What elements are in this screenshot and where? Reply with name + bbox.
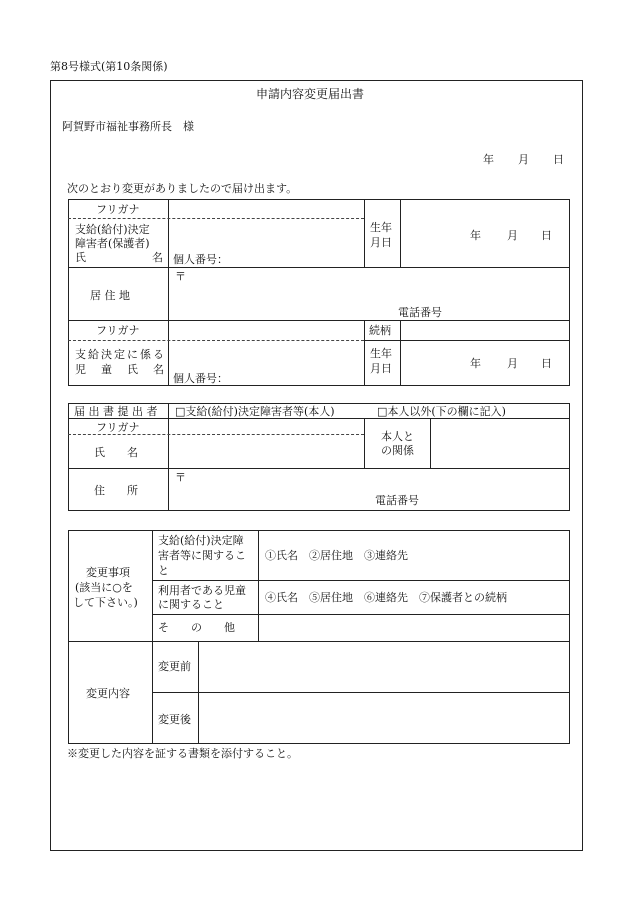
page-title: 申請内容変更届出書: [256, 87, 365, 101]
child-birth-month: 月: [507, 357, 518, 370]
child-birth-label-2: 月日: [370, 362, 392, 375]
child-furigana-label: フリガナ: [96, 324, 140, 337]
child-birth-year: 年: [470, 357, 481, 370]
before-label: 変更前: [158, 660, 191, 673]
name-label-shi: 氏: [75, 251, 86, 264]
change-content-label: 変更内容: [86, 687, 130, 700]
birth-month: 月: [507, 229, 518, 242]
submitter-name-label: 氏 名: [94, 446, 138, 459]
birth-year: 年: [470, 229, 481, 242]
individual-number-label: 個人番号：: [173, 253, 228, 266]
row3-label: そ の 他: [158, 621, 235, 634]
submitter-furigana: フリガナ: [96, 421, 140, 434]
row1-label-2: 害者等に関するこ: [158, 549, 246, 562]
name-label-line2: 障害者(保護者): [75, 237, 150, 250]
relation-label: 続柄: [369, 324, 391, 337]
phone-label: 電話番号: [398, 306, 442, 319]
furigana-label: フリガナ: [96, 203, 140, 216]
date-month: 月: [518, 153, 529, 166]
submitter-address-label: 住 所: [94, 484, 138, 497]
change-items-label-3: して下さい。): [73, 596, 138, 609]
row2-label-1: 利用者である児童: [158, 584, 246, 597]
form-number: 第8号様式(第10条関係): [50, 60, 168, 73]
row2-options[interactable]: ④氏名 ⑤居住地 ⑥連絡先 ⑦保護者との続柄: [265, 591, 507, 604]
child-individual-number: 個人番号：: [173, 372, 228, 385]
change-items-label-2: (該当に○を: [75, 581, 133, 594]
submitter-table: [68, 403, 570, 511]
intro-text: 次のとおり変更がありましたので届け出ます。: [67, 182, 298, 195]
row2-label-2: に関すること: [158, 598, 224, 611]
submitter-label: 届 出 書 提 出 者: [74, 405, 158, 418]
row1-label-3: と: [158, 564, 169, 577]
postal-mark: 〒: [175, 270, 186, 283]
birth-day: 日: [541, 229, 552, 242]
date-day: 日: [553, 153, 564, 166]
birth-label-1: 生年: [370, 221, 392, 234]
name-label-line1: 支給(給付)決定: [75, 223, 150, 236]
address-label: 居 住 地: [90, 289, 130, 302]
option-self[interactable]: □支給(給付)決定障害者等(本人): [175, 405, 335, 418]
child-birth-day: 日: [541, 357, 552, 370]
child-label-2: 児 童 氏 名: [75, 363, 164, 376]
relation-1: 本人と: [381, 430, 414, 443]
child-birth-label-1: 生年: [370, 347, 392, 360]
name-label-mei: 名: [152, 251, 163, 264]
row1-options[interactable]: ①氏名 ②居住地 ③連絡先: [265, 549, 408, 562]
after-label: 変更後: [158, 713, 191, 726]
change-items-label-1: 変更事項: [86, 566, 130, 579]
change-table: [68, 530, 570, 744]
footnote: ※変更した内容を証する書類を添付すること。: [67, 747, 298, 760]
birth-label-2: 月日: [370, 236, 392, 249]
submitter-phone-label: 電話番号: [375, 494, 419, 507]
option-other[interactable]: □本人以外(下の欄に記入): [377, 405, 506, 418]
submitter-postal-mark: 〒: [175, 471, 186, 484]
child-label-1: 支給決定に係る: [75, 348, 164, 361]
addressee: 阿賀野市福祉事務所長 様: [62, 120, 194, 133]
row1-label-1: 支給(給付)決定障: [158, 534, 244, 547]
date-year: 年: [483, 153, 494, 166]
relation-2: の関係: [381, 444, 414, 457]
